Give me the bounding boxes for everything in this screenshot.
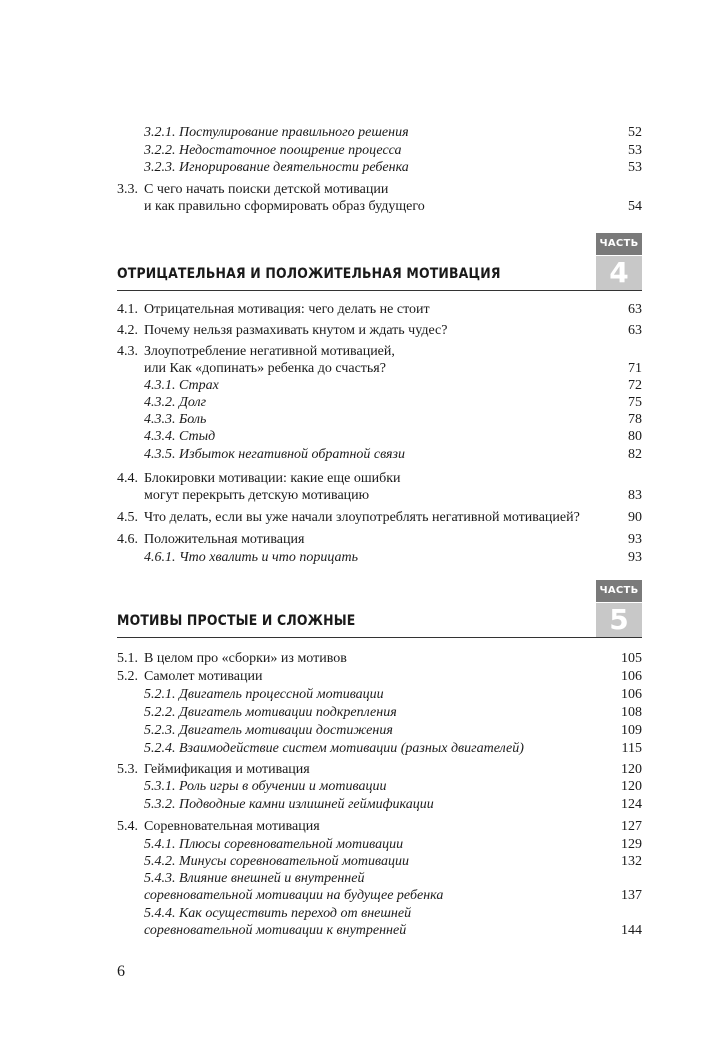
toc-entry-number: 4.6.1.	[144, 550, 176, 565]
toc-entry-page: 132	[621, 854, 642, 869]
toc-entry-title: Постулирование правильного решения	[179, 125, 409, 140]
toc-entry-page: 137	[621, 888, 642, 903]
toc-entry-title: Как осуществить переход от внешней	[179, 906, 412, 921]
toc-entry-title: Самолет мотивации	[144, 669, 263, 684]
toc-entry-page: 63	[628, 302, 642, 317]
toc-entry	[117, 509, 642, 526]
toc-entry-title-continued: соревновательной мотивации к внутренней	[144, 923, 407, 938]
toc-entry	[117, 531, 642, 548]
toc-entry-page: 80	[628, 429, 642, 444]
toc-entry	[117, 836, 642, 853]
toc-entry-number: 5.4.	[117, 819, 138, 834]
toc-entry-number: 5.4.4.	[144, 906, 176, 921]
toc-entry	[117, 142, 642, 159]
toc-entry-title: Игнорирование деятельности ребенка	[179, 160, 409, 175]
part4-tab: ЧАСТЬ	[596, 233, 642, 255]
toc-entry-number: 4.1.	[117, 302, 138, 317]
toc-entry-title: Злоупотребление негативной мотивацией,	[144, 344, 395, 359]
toc-entry-page: 90	[628, 510, 642, 525]
toc-entry-number: 5.2.3.	[144, 723, 176, 738]
toc-entry-number: 4.3.2.	[144, 395, 176, 410]
toc-entry-title: Недостаточное поощрение процесса	[179, 143, 402, 158]
toc-entry-number: 3.2.1.	[144, 125, 176, 140]
toc-entry-page: 53	[628, 160, 642, 175]
part5-tab: ЧАСТЬ	[596, 580, 642, 602]
page-number: 6	[117, 963, 125, 980]
toc-entry-number: 4.2.	[117, 323, 138, 338]
toc-entry	[117, 124, 642, 141]
toc-entry-title-continued: могут перекрыть детскую мотивацию	[144, 488, 370, 503]
toc-entry	[117, 887, 642, 904]
part5-rule	[117, 637, 642, 638]
toc-entry-number: 5.4.3.	[144, 871, 176, 886]
toc-entry-number: 4.5.	[117, 510, 138, 525]
toc-entry-title: Двигатель мотивации подкрепления	[179, 705, 397, 720]
toc-entry-page: 109	[621, 723, 642, 738]
toc-entry-page: 106	[621, 669, 642, 684]
toc-entry-title-continued: и как правильно сформировать образ будущего	[144, 199, 425, 214]
toc-entry-page: 52	[628, 125, 642, 140]
toc-entry-page: 54	[628, 199, 642, 214]
toc-entry-title: Положительная мотивация	[144, 532, 305, 547]
toc-entry-page: 127	[621, 819, 642, 834]
toc-entry	[117, 722, 642, 739]
toc-entry-title: Двигатель процессной мотивации	[179, 687, 384, 702]
toc-entry-page: 63	[628, 323, 642, 338]
toc-entry-title: Страх	[179, 378, 219, 393]
toc-entry	[117, 922, 642, 939]
toc-entry-page: 124	[621, 797, 642, 812]
toc-entry-number: 5.3.1.	[144, 779, 176, 794]
toc-entry-title: Взаимодействие систем мотивации (разных двигателей)	[179, 741, 524, 756]
toc-entry-number: 4.3.4.	[144, 429, 176, 444]
toc-entry	[117, 796, 642, 813]
toc-entry	[117, 159, 642, 176]
toc-entry-page: 75	[628, 395, 642, 410]
toc-entry-number: 5.1.	[117, 651, 138, 666]
toc-entry	[117, 704, 642, 721]
toc-entry	[117, 870, 642, 887]
toc-entry-number: 4.3.3.	[144, 412, 176, 427]
toc-entry	[117, 650, 642, 667]
toc-entry	[117, 181, 642, 198]
toc-entry-page: 144	[621, 923, 642, 938]
toc-entry-title: Минусы соревновательной мотивации	[179, 854, 410, 869]
toc-entry	[117, 818, 642, 835]
toc-entry-title: Блокировки мотивации: какие еще ошибки	[144, 471, 401, 486]
toc-entry-page: 53	[628, 143, 642, 158]
toc-entry-title: Подводные камни излишней геймификации	[179, 797, 434, 812]
toc-entry-title-continued: или Как «допинать» ребенка до счастья?	[144, 361, 386, 376]
toc-entry-title: Избыток негативной обратной связи	[179, 447, 405, 462]
part5-heading: МОТИВЫ ПРОСТЫЕ И СЛОЖНЫЕ	[117, 613, 356, 629]
toc-entry-title: Почему нельзя размахивать кнутом и ждать чудес?	[144, 323, 448, 338]
toc-entry-title: Плюсы соревновательной мотивации	[179, 837, 404, 852]
toc-entry	[117, 360, 642, 377]
toc-entry	[117, 740, 642, 757]
toc-entry-title: С чего начать поиски детской мотивации	[144, 182, 389, 197]
toc-entry-number: 4.6.	[117, 532, 138, 547]
toc-entry	[117, 778, 642, 795]
toc-entry-page: 82	[628, 447, 642, 462]
toc-entry-number: 4.3.1.	[144, 378, 176, 393]
toc-entry-page: 120	[621, 779, 642, 794]
toc-entry	[117, 394, 642, 411]
toc-entry-number: 4.3.5.	[144, 447, 176, 462]
toc-entry-title: Долг	[179, 395, 207, 410]
toc-entry-title: Роль игры в обучении и мотивации	[179, 779, 387, 794]
toc-entry	[117, 322, 642, 339]
toc-entry	[117, 905, 642, 922]
toc-entry-number: 3.2.2.	[144, 143, 176, 158]
toc-entry	[117, 549, 642, 566]
toc-entry-title: Что хвалить и что порицать	[179, 550, 358, 565]
toc-entry-number: 5.2.1.	[144, 687, 176, 702]
part4-heading: ОТРИЦАТЕЛЬНАЯ И ПОЛОЖИТЕЛЬНАЯ МОТИВАЦИЯ	[117, 266, 501, 282]
toc-entry-page: 71	[628, 361, 642, 376]
toc-entry-number: 5.4.1.	[144, 837, 176, 852]
toc-entry-title: Боль	[179, 412, 207, 427]
toc-entry	[117, 343, 642, 360]
toc-entry-page: 115	[621, 741, 642, 756]
toc-entry-title: Что делать, если вы уже начали злоупотреблять негативной мотивацией?	[144, 510, 580, 525]
toc-entry-title: Соревновательная мотивация	[144, 819, 320, 834]
toc-entry-title: В целом про «сборки» из мотивов	[144, 651, 347, 666]
toc-entry	[117, 301, 642, 318]
part4-number-box: 4	[596, 256, 642, 290]
toc-entry-title: Геймификация и мотивация	[144, 762, 310, 777]
toc-entry	[117, 446, 642, 463]
toc-entry-title: Влияние внешней и внутренней	[179, 871, 365, 886]
toc-entry-number: 5.3.2.	[144, 797, 176, 812]
toc-entry-number: 3.2.3.	[144, 160, 176, 175]
toc-entry-number: 5.2.2.	[144, 705, 176, 720]
toc-entry-title-continued: соревновательной мотивации на будущее ребенка	[144, 888, 444, 903]
toc-entry	[117, 853, 642, 870]
toc-entry	[117, 668, 642, 685]
toc-entry-title: Отрицательная мотивация: чего делать не стоит	[144, 302, 430, 317]
toc-entry-page: 106	[621, 687, 642, 702]
toc-entry-page: 72	[628, 378, 642, 393]
toc-entry	[117, 470, 642, 487]
part4-rule	[117, 290, 642, 291]
toc-entry-page: 78	[628, 412, 642, 427]
toc-entry-page: 83	[628, 488, 642, 503]
toc-entry-page: 108	[621, 705, 642, 720]
toc-entry	[117, 686, 642, 703]
toc-entry-number: 4.3.	[117, 344, 138, 359]
toc-entry-number: 5.2.	[117, 669, 138, 684]
part5-number-box: 5	[596, 603, 642, 637]
toc-entry	[117, 761, 642, 778]
toc-entry-number: 5.4.2.	[144, 854, 176, 869]
toc-entry-number: 5.3.	[117, 762, 138, 777]
toc-entry	[117, 198, 642, 215]
toc-entry-number: 3.3.	[117, 182, 138, 197]
toc-entry-number: 4.4.	[117, 471, 138, 486]
toc-entry-title: Двигатель мотивации достижения	[179, 723, 393, 738]
toc-entry-page: 129	[621, 837, 642, 852]
toc-entry	[117, 487, 642, 504]
toc-entry	[117, 428, 642, 445]
toc-entry-page: 105	[621, 651, 642, 666]
toc-entry	[117, 377, 642, 394]
toc-entry-number: 5.2.4.	[144, 741, 176, 756]
toc-entry-page: 120	[621, 762, 642, 777]
toc-entry-title: Стыд	[179, 429, 216, 444]
toc-entry-page: 93	[628, 532, 642, 547]
toc-entry	[117, 411, 642, 428]
toc-entry-page: 93	[628, 550, 642, 565]
